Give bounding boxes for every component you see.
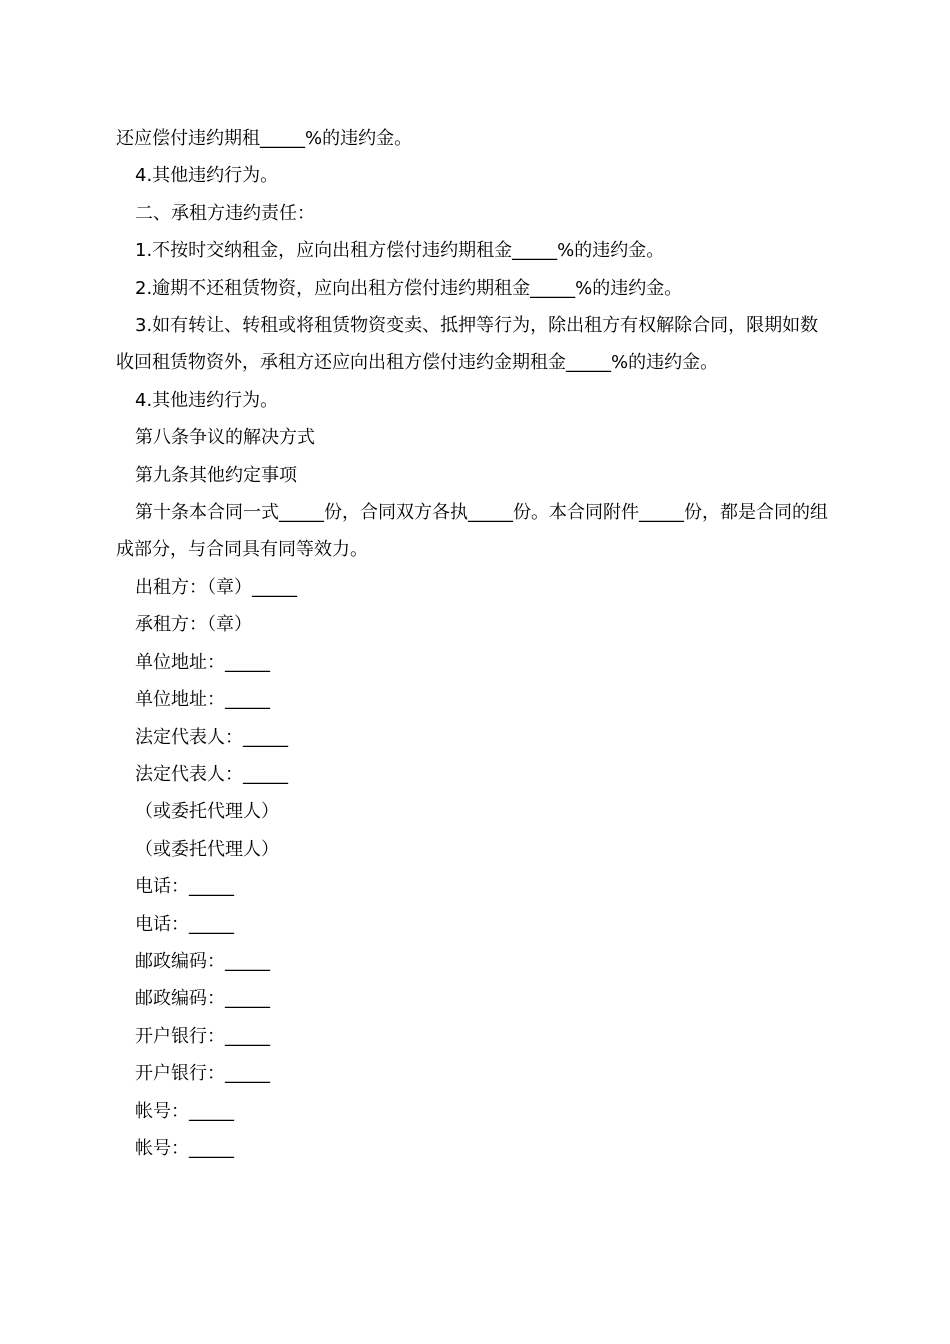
paragraph: 4.其他违约行为。 — [135, 165, 279, 187]
signature-field: 法定代表人：_____ — [135, 726, 288, 748]
section-heading: 二、承租方违约责任： — [135, 202, 315, 224]
paragraph: 3.如有转让、转租或将租赁物资变卖、抵押等行为，除出租方有权解除合同，限期如数收回租赁物资外，承租方还应向出租方偿付违约金期租金_____%的违约金。 — [116, 315, 819, 374]
paragraph: 第十条本合同一式_____份，合同双方各执_____份。本合同附件_____份，都是合同的组成部分，与合同具有同等效力。 — [116, 502, 828, 561]
signature-field: 电话：_____ — [135, 913, 234, 935]
signature-field: （或委托代理人） — [135, 801, 279, 823]
signature-field: 开户银行：_____ — [135, 1025, 270, 1047]
paragraph: 1.不按时交纳租金，应向出租方偿付违约期租金_____%的违约金。 — [135, 240, 665, 262]
signature-field: 邮政编码：_____ — [135, 950, 270, 972]
paragraph: 2.逾期不还租赁物资，应向出租方偿付违约期租金_____%的违约金。 — [135, 277, 683, 299]
signature-field: 开户银行：_____ — [135, 1063, 270, 1085]
signature-field: 单位地址：_____ — [135, 689, 270, 711]
signature-field: 帐号：_____ — [135, 1137, 234, 1159]
paragraph: 4.其他违约行为。 — [135, 389, 279, 411]
paragraph: 还应偿付违约期租_____%的违约金。 — [116, 128, 413, 149]
signature-field: （或委托代理人） — [135, 838, 279, 860]
signature-field: 单位地址：_____ — [135, 651, 270, 673]
signature-field: 出租方：（章）_____ — [135, 576, 297, 598]
article-heading: 第八条争议的解决方式 — [135, 427, 315, 449]
signature-field: 邮政编码：_____ — [135, 988, 270, 1010]
signature-field: 帐号：_____ — [135, 1100, 234, 1122]
signature-field: 法定代表人：_____ — [135, 763, 288, 785]
signature-field: 承租方：（章） — [135, 614, 252, 636]
article-heading: 第九条其他约定事项 — [135, 464, 297, 486]
document-body — [116, 120, 836, 1167]
signature-field: 电话：_____ — [135, 876, 234, 898]
